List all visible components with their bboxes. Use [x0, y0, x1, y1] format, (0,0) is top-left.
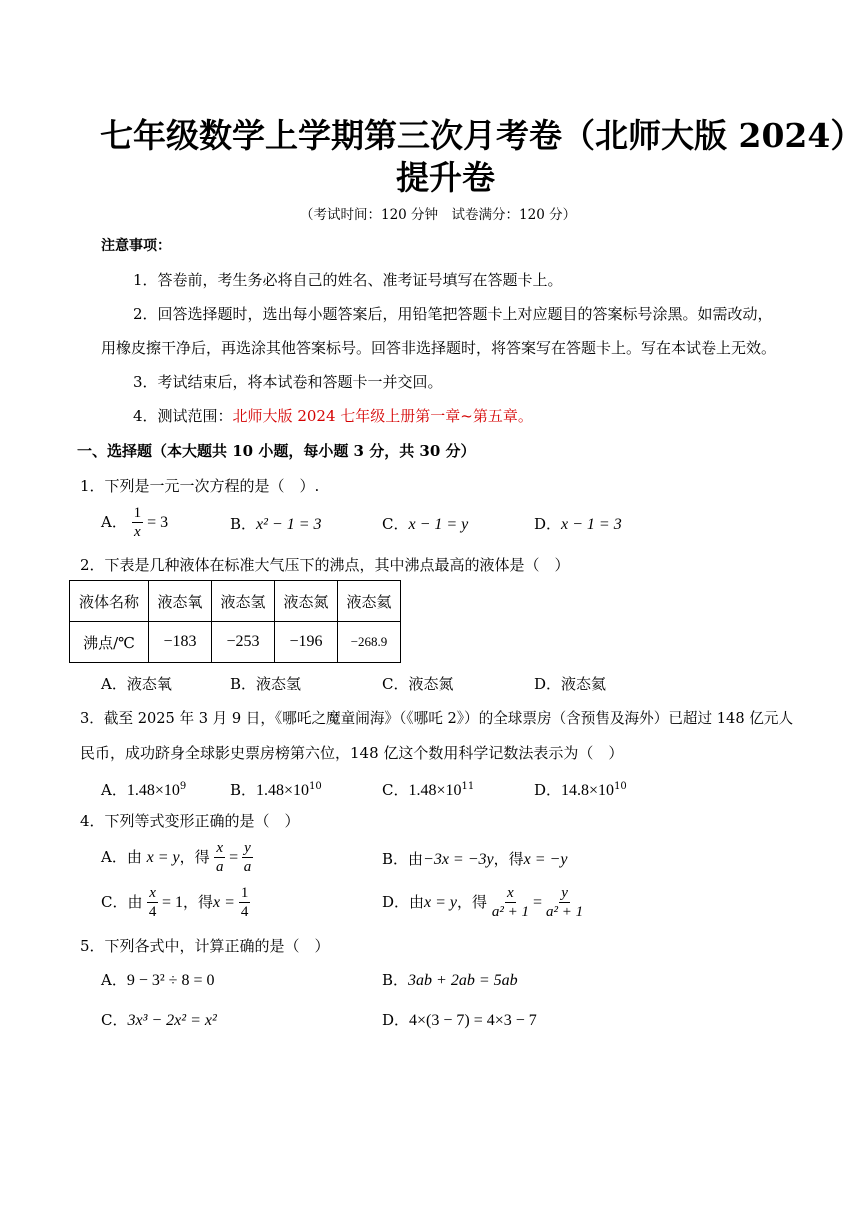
q4-option-c	[101, 886, 250, 920]
q3-option-b	[230, 777, 322, 801]
option-label: D．由	[382, 893, 425, 911]
denominator: a² + 1	[491, 904, 529, 920]
denominator: a	[216, 859, 224, 875]
table-header-row	[70, 581, 401, 622]
option-connector: ，得	[493, 850, 524, 868]
exam-info: （考试时间：120 分钟 试卷满分：120 分）	[300, 207, 577, 223]
option-label: A．	[101, 971, 127, 989]
denominator: 4	[148, 904, 157, 920]
denominator: 4	[240, 904, 249, 920]
table-cell: 液态氦	[338, 581, 401, 622]
option-label: B．	[230, 515, 257, 533]
option-connector: ，得	[179, 848, 210, 866]
table-cell: −253	[212, 622, 275, 663]
page-subtitle: 提升卷	[396, 158, 495, 197]
table-cell: 液态氢	[212, 581, 275, 622]
question-1-stem: 1．下列是一元一次方程的是（ ）.	[80, 477, 320, 495]
exponent: 11	[461, 781, 475, 792]
table-cell: 液态氮	[275, 581, 338, 622]
option-label: B．由	[382, 850, 424, 868]
note-item-2-line1: 2．回答选择题时，选出每小题答案后，用铅笔把答题卡上对应题目的答案标号涂黑。如需改动，	[133, 305, 773, 323]
option-label: C．由	[101, 893, 143, 911]
option-label: C．	[382, 781, 409, 799]
table-cell: 液体名称	[70, 581, 149, 622]
q4-option-a: A．由 x = y，得 $\frac{x}{a}$ = $\frac{y}{a}$	[101, 840, 252, 875]
option-label: B．	[230, 781, 257, 799]
condition: −3x = −3y	[423, 851, 494, 868]
q4-option-d: D．由x = y，得 $\frac{x}{\text{a² + 1}}$ = $\frac{y}{\text{a² + 1}}$	[382, 885, 584, 920]
numerator: y	[561, 885, 568, 901]
fraction	[239, 886, 251, 920]
option-text: 9 − 3² ÷ 8 = 0	[126, 972, 215, 989]
note-item-4	[133, 406, 533, 426]
table-cell: 液态氧	[149, 581, 212, 622]
option-text: 1.48×10	[126, 782, 180, 799]
q3-option-c	[382, 777, 474, 801]
question-4-stem: 4．下列等式变形正确的是（ ）	[80, 812, 300, 830]
option-text: 4×(3 − 7) = 4×3 − 7	[409, 1012, 537, 1029]
note-item-2-line2: 用橡皮擦干净后，再选涂其他答案标号。回答非选择题时，将答案写在答题卡上。写在本试卷上无效。	[101, 339, 777, 357]
q5-option-a	[101, 970, 214, 991]
option-label: A．由	[101, 848, 142, 866]
numerator: x	[507, 885, 514, 901]
denominator: x	[134, 524, 141, 540]
fraction	[132, 506, 144, 540]
section-heading: 一、选择题（本大题共 10 小题，每小题 3 分，共 30 分）	[77, 442, 476, 460]
option-text: 1.48×10	[256, 782, 310, 799]
option-label: D．	[534, 781, 562, 799]
numerator: y	[244, 840, 251, 856]
result: x =	[212, 894, 239, 911]
option-text: x − 1 = y	[408, 516, 469, 533]
table-cell: 沸点/℃	[70, 622, 149, 663]
result: x = −y	[523, 851, 568, 868]
q2-option-d: D．液态氦	[534, 675, 607, 693]
option-text: x² − 1 = 3	[256, 516, 322, 533]
denominator: a² + 1	[545, 904, 584, 920]
numerator: x	[216, 840, 224, 856]
test-scope: 北师大版 2024 七年级上册第一章~第五章。	[232, 407, 533, 425]
option-label: D．	[534, 515, 562, 533]
option-label: D．	[382, 1011, 410, 1029]
notes-heading: 注意事项：	[101, 238, 171, 254]
q1-option-b	[230, 514, 322, 535]
condition: x = y	[424, 894, 458, 911]
question-3-stem-line2: 民币，成功跻身全球影史票房榜第六位，148 亿这个数用科学记数法表示为（ ）	[80, 744, 624, 762]
page-title: 七年级数学上学期第三次月考卷（北师大版 2024）	[100, 116, 864, 155]
q2-option-c: C．液态氮	[382, 675, 454, 693]
condition: x = y	[146, 849, 180, 866]
exponent: 10	[309, 781, 322, 792]
option-label: C．	[101, 1011, 128, 1029]
note-item-1: 1．答卷前，考生务必将自己的姓名、准考证号填写在答题卡上。	[133, 271, 563, 289]
q1-option-c	[382, 514, 468, 535]
option-text: 14.8×10	[561, 782, 615, 799]
table-row	[70, 622, 401, 663]
option-text: 3ab + 2ab = 5ab	[408, 972, 518, 989]
q4-option-b	[382, 849, 567, 870]
option-text: 3x³ − 2x² = x²	[127, 1012, 217, 1029]
q2-option-b: B．液态氢	[230, 675, 302, 693]
option-label: C．	[382, 515, 409, 533]
option-label: A．	[101, 781, 127, 799]
denominator: a	[243, 859, 252, 875]
fraction	[147, 886, 158, 920]
note-item-4-prefix: 4．测试范围：	[133, 407, 233, 425]
fraction	[492, 886, 529, 920]
fraction	[214, 841, 225, 875]
table-cell: −268.9	[338, 622, 401, 663]
exponent: 9	[179, 781, 187, 792]
q1-option-d	[534, 514, 622, 535]
q5-option-d	[382, 1010, 537, 1031]
q3-option-d	[534, 777, 627, 801]
numerator: x	[149, 885, 156, 901]
option-label: A．	[101, 513, 127, 531]
numerator: 1	[240, 885, 249, 901]
exponent: 10	[614, 781, 627, 792]
boiling-point-table	[69, 580, 401, 663]
option-connector: ，得	[182, 893, 213, 911]
question-3-stem-line1: 3．截至 2025 年 3 月 9 日，《哪吒之魔童闹海》（《哪吒 2》）的全球票房（含预售及海外）已超过 148 亿元人	[80, 710, 794, 727]
option-text: x − 1 = 3	[561, 516, 622, 533]
fraction	[546, 886, 583, 920]
option-connector: ，得	[457, 893, 488, 911]
q5-option-b	[382, 970, 518, 991]
option-label: B．	[382, 971, 409, 989]
numerator: 1	[133, 505, 142, 521]
q5-option-c	[101, 1010, 217, 1031]
q2-option-a: A．液态氧	[101, 675, 172, 693]
option-text: = 3	[143, 514, 169, 531]
option-text: 1.48×10	[408, 782, 462, 799]
q3-option-a	[101, 777, 186, 801]
equation-part: = 1	[157, 894, 183, 911]
table-cell: −196	[275, 622, 338, 663]
question-2-stem: 2．下表是几种液体在标准大气压下的沸点，其中沸点最高的液体是（ ）	[80, 556, 570, 574]
table-cell: −183	[149, 622, 212, 663]
question-5-stem: 5．下列各式中，计算正确的是（ ）	[80, 937, 330, 955]
note-item-3: 3．考试结束后，将本试卷和答题卡一并交回。	[133, 373, 443, 391]
q1-option-a	[101, 506, 168, 540]
fraction	[242, 841, 253, 875]
